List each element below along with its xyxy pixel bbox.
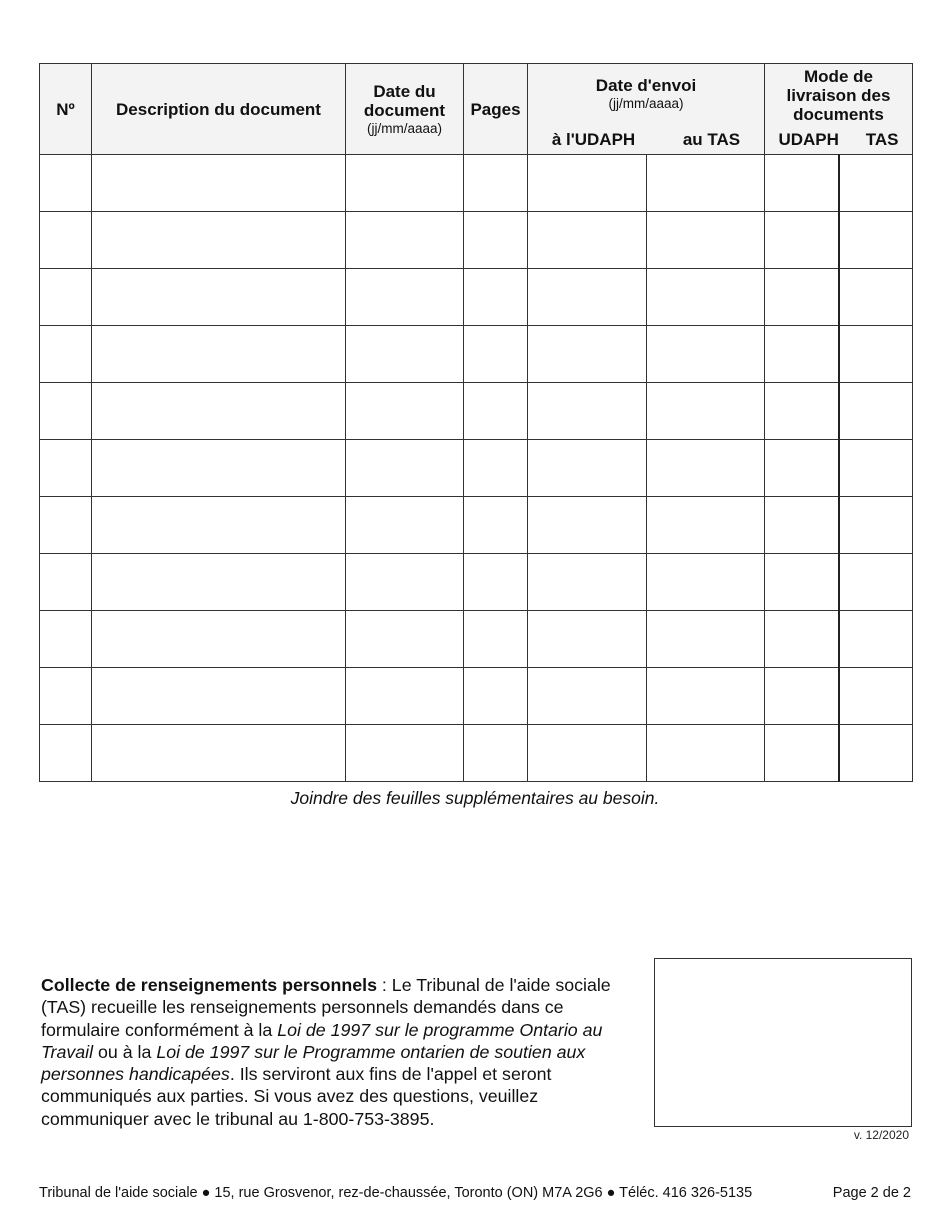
cell-date-document[interactable] xyxy=(346,212,464,269)
cell-mode-tas[interactable] xyxy=(839,269,913,326)
cell-date-document[interactable] xyxy=(346,383,464,440)
cell-date-document[interactable] xyxy=(346,326,464,383)
cell-envoi-tas[interactable] xyxy=(647,440,765,497)
cell-envoi-tas[interactable] xyxy=(647,269,765,326)
cell-pages[interactable] xyxy=(464,212,528,269)
header-no: Nº xyxy=(40,64,92,155)
cell-date-document[interactable] xyxy=(346,155,464,212)
cell-mode-tas[interactable] xyxy=(839,326,913,383)
cell-envoi-udaph[interactable] xyxy=(528,326,647,383)
cell-no[interactable] xyxy=(40,440,92,497)
cell-pages[interactable] xyxy=(464,269,528,326)
cell-envoi-tas[interactable] xyxy=(647,326,765,383)
supplementary-sheets-note: Joindre des feuilles supplémentaires au besoin. xyxy=(290,788,660,808)
cell-description[interactable] xyxy=(92,725,346,782)
cell-envoi-tas[interactable] xyxy=(647,155,765,212)
table-row xyxy=(40,155,913,212)
table-row xyxy=(40,725,913,782)
privacy-law-2: Loi de 1997 sur le Programme ontarien de soutien aux personnes handicapées xyxy=(41,1041,586,1085)
table-row xyxy=(40,668,913,725)
cell-envoi-udaph[interactable] xyxy=(528,212,647,269)
documents-table xyxy=(39,63,913,782)
cell-envoi-tas[interactable] xyxy=(647,554,765,611)
cell-mode-udaph[interactable] xyxy=(765,440,839,497)
footer-address: Tribunal de l'aide sociale ● 15, rue Grosvenor, rez-de-chaussée, Toronto (ON) M7A 2G6 ● Téléc. 416 326-5135 xyxy=(39,1185,753,1201)
cell-mode-tas[interactable] xyxy=(839,497,913,554)
header-envoi-udaph: à l'UDAPH xyxy=(551,129,636,149)
table-row xyxy=(40,440,913,497)
cell-pages[interactable] xyxy=(464,611,528,668)
cell-description[interactable] xyxy=(92,611,346,668)
cell-no[interactable] xyxy=(40,668,92,725)
office-stamp-box[interactable] xyxy=(654,958,912,1127)
cell-mode-tas[interactable] xyxy=(839,440,913,497)
header-description: Description du document xyxy=(92,64,346,155)
cell-no[interactable] xyxy=(40,611,92,668)
cell-pages[interactable] xyxy=(464,668,528,725)
cell-mode-udaph[interactable] xyxy=(765,326,839,383)
cell-envoi-udaph[interactable] xyxy=(528,611,647,668)
cell-envoi-udaph[interactable] xyxy=(528,668,647,725)
privacy-title: Collecte de renseignements personnels xyxy=(41,975,377,995)
cell-date-document[interactable] xyxy=(346,269,464,326)
table-body xyxy=(40,155,913,782)
table-row xyxy=(40,212,913,269)
cell-description[interactable] xyxy=(92,440,346,497)
header-mode-tas: TAS xyxy=(865,129,899,149)
table-row xyxy=(40,611,913,668)
cell-mode-tas[interactable] xyxy=(839,383,913,440)
cell-no[interactable] xyxy=(40,497,92,554)
privacy-law-1: Loi de 1997 sur le programme Ontario au Travail xyxy=(41,1019,603,1062)
table-row xyxy=(40,326,913,383)
cell-mode-udaph[interactable] xyxy=(765,269,839,326)
cell-date-document[interactable] xyxy=(346,554,464,611)
table-row xyxy=(40,554,913,611)
header-mode-sub xyxy=(765,124,913,155)
cell-mode-tas[interactable] xyxy=(839,212,913,269)
cell-date-document[interactable] xyxy=(346,440,464,497)
cell-mode-tas[interactable] xyxy=(839,668,913,725)
cell-mode-udaph[interactable] xyxy=(765,383,839,440)
cell-pages[interactable] xyxy=(464,554,528,611)
cell-mode-udaph[interactable] xyxy=(765,611,839,668)
table-row xyxy=(40,269,913,326)
cell-envoi-udaph[interactable] xyxy=(528,383,647,440)
cell-date-document[interactable] xyxy=(346,725,464,782)
cell-description[interactable] xyxy=(92,326,346,383)
page-number: Page 2 de 2 xyxy=(832,1185,911,1201)
cell-envoi-udaph[interactable] xyxy=(528,497,647,554)
cell-no[interactable] xyxy=(40,212,92,269)
cell-pages[interactable] xyxy=(464,326,528,383)
cell-no[interactable] xyxy=(40,326,92,383)
cell-mode-tas[interactable] xyxy=(839,611,913,668)
cell-mode-tas[interactable] xyxy=(839,725,913,782)
cell-mode-udaph[interactable] xyxy=(765,155,839,212)
cell-date-document[interactable] xyxy=(346,497,464,554)
header-mode-livraison: Mode de livraison des documents xyxy=(765,64,913,125)
cell-date-document[interactable] xyxy=(346,611,464,668)
cell-envoi-tas[interactable] xyxy=(647,611,765,668)
cell-mode-udaph[interactable] xyxy=(765,554,839,611)
cell-date-document[interactable] xyxy=(346,668,464,725)
cell-description[interactable] xyxy=(92,212,346,269)
cell-envoi-udaph[interactable] xyxy=(528,725,647,782)
cell-description[interactable] xyxy=(92,155,346,212)
cell-no[interactable] xyxy=(40,383,92,440)
privacy-text-3: . Ils serviront aux fins de l'appel et seront communiqués aux parties. Si vous avez des questions, veuillez communiquer avec le tribunal au 1-800-753-3895. xyxy=(41,1064,552,1129)
cell-no[interactable] xyxy=(40,155,92,212)
privacy-notice xyxy=(41,974,641,1130)
cell-mode-udaph[interactable] xyxy=(765,668,839,725)
cell-description[interactable] xyxy=(92,269,346,326)
cell-no[interactable] xyxy=(40,725,92,782)
cell-envoi-udaph[interactable] xyxy=(528,554,647,611)
header-envoi-tas: au TAS xyxy=(682,129,741,149)
cell-mode-tas[interactable] xyxy=(839,155,913,212)
cell-envoi-tas[interactable] xyxy=(647,383,765,440)
cell-envoi-udaph[interactable] xyxy=(528,440,647,497)
cell-pages[interactable] xyxy=(464,155,528,212)
cell-description[interactable] xyxy=(92,497,346,554)
header-mode-udaph: UDAPH xyxy=(778,129,839,149)
table-row xyxy=(40,497,913,554)
cell-envoi-tas[interactable] xyxy=(647,212,765,269)
cell-no[interactable] xyxy=(40,269,92,326)
cell-description[interactable] xyxy=(92,554,346,611)
form-version: v. 12/2020 xyxy=(853,1128,909,1142)
cell-mode-udaph[interactable] xyxy=(765,497,839,554)
header-envoi-sub xyxy=(528,124,765,155)
cell-description[interactable] xyxy=(92,668,346,725)
cell-pages[interactable] xyxy=(464,725,528,782)
cell-description[interactable] xyxy=(92,383,346,440)
cell-mode-udaph[interactable] xyxy=(765,212,839,269)
cell-envoi-tas[interactable] xyxy=(647,725,765,782)
cell-envoi-udaph[interactable] xyxy=(528,269,647,326)
cell-no[interactable] xyxy=(40,554,92,611)
cell-pages[interactable] xyxy=(464,383,528,440)
header-pages: Pages xyxy=(464,64,528,155)
header-date-envoi: Date d'envoi (jj/mm/aaaa) xyxy=(528,64,765,125)
cell-pages[interactable] xyxy=(464,440,528,497)
cell-pages[interactable] xyxy=(464,497,528,554)
cell-mode-udaph[interactable] xyxy=(765,725,839,782)
privacy-text-2: ou à la xyxy=(93,1041,157,1062)
table-row xyxy=(40,383,913,440)
cell-envoi-tas[interactable] xyxy=(647,668,765,725)
cell-envoi-tas[interactable] xyxy=(647,497,765,554)
cell-envoi-udaph[interactable] xyxy=(528,155,647,212)
cell-mode-tas[interactable] xyxy=(839,554,913,611)
header-date-document: Date du document (jj/mm/aaaa) xyxy=(346,64,464,155)
header-row xyxy=(40,64,913,125)
privacy-text-1: : Le Tribunal de l'aide sociale (TAS) recueille les renseignements personnels demandés dans ce formulaire conformément à la xyxy=(41,975,611,1040)
